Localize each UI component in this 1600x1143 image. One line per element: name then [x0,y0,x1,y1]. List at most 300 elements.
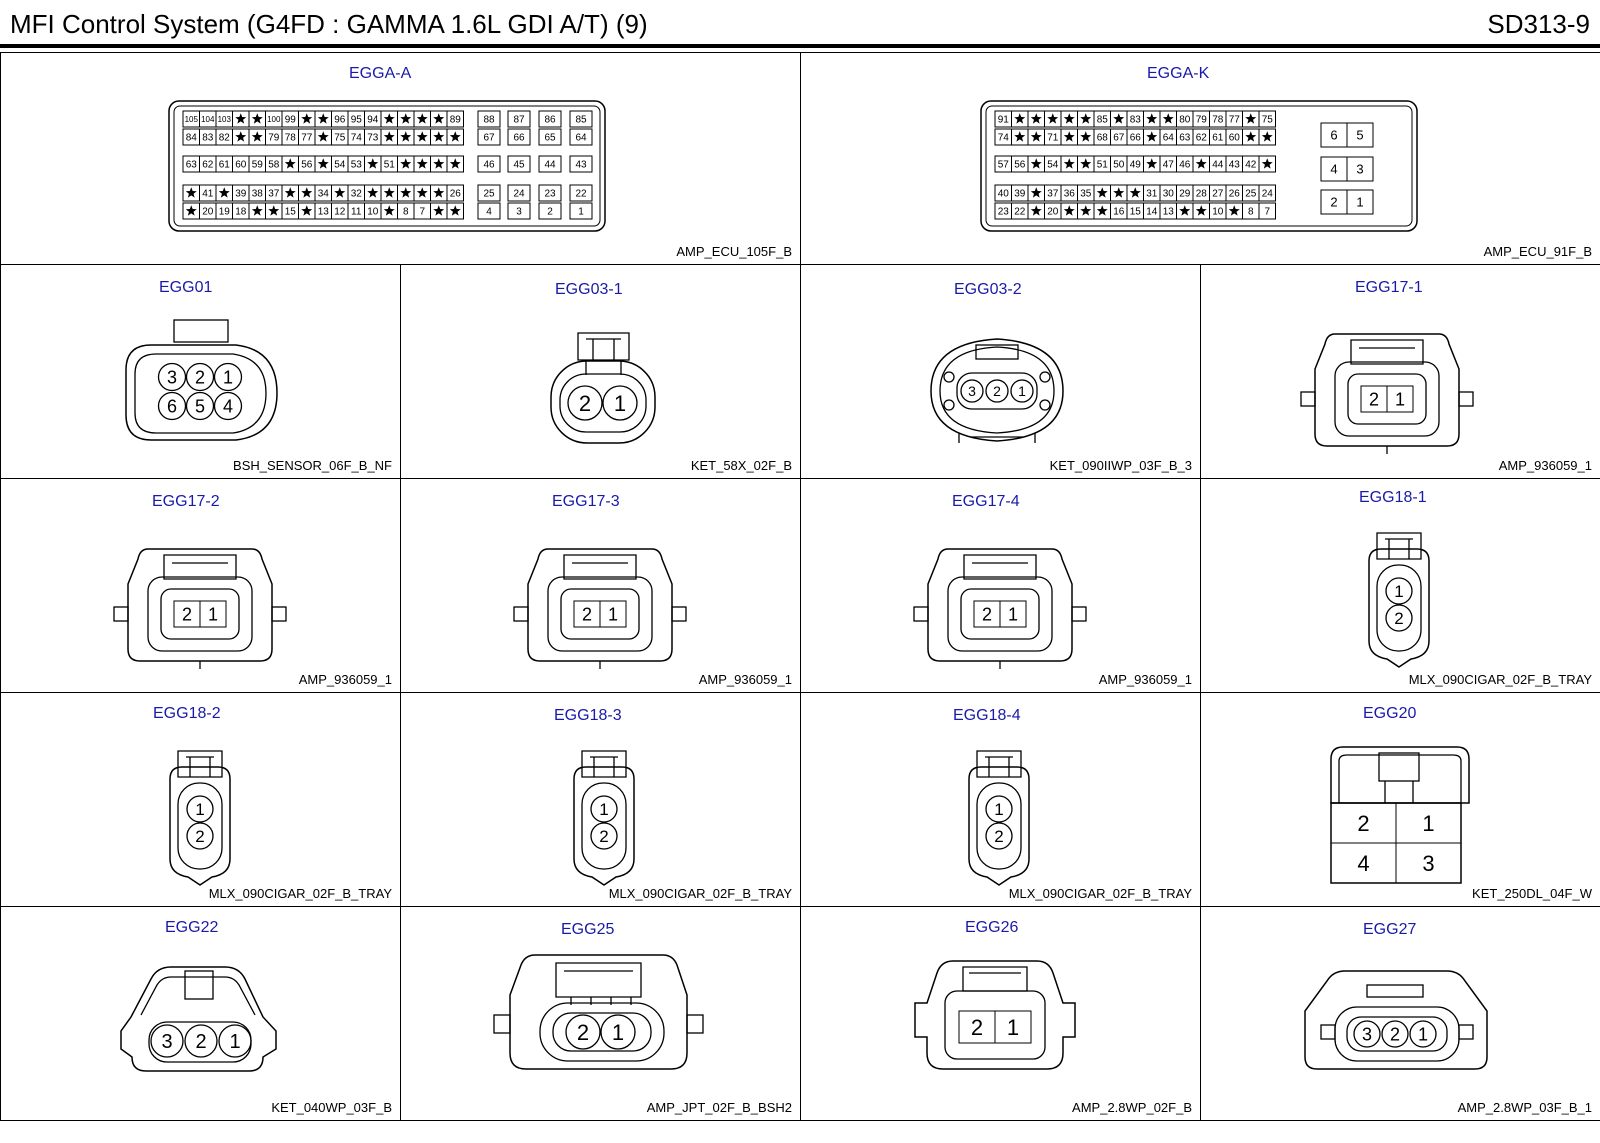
pin-number: 77 [301,132,313,144]
connector-housing [170,767,230,885]
connector-id: EGG20 [1363,705,1417,722]
empty-pin-star [1229,205,1240,215]
connector-id: EGG01 [159,279,213,296]
empty-pin-star [1080,205,1091,215]
connector-cell-egg01 [0,264,401,479]
connector-type: MLX_090CIGAR_02F_B_TRAY [1008,886,1192,901]
empty-pin-star [384,205,395,215]
empty-pin-star [219,187,230,197]
pin-number: 2 [195,1031,207,1054]
empty-pin-star [384,131,395,141]
connector-cell-egg25 [400,906,801,1121]
pin-number: 13 [317,206,329,218]
pin-number: 80 [1179,114,1191,126]
connector-type: AMP_ECU_91F_B [1483,244,1592,259]
pin-number: 2 [1368,389,1380,410]
side-latch [1072,607,1086,621]
pin-number: 1 [1394,582,1404,602]
connector-cell-egg26 [800,906,1201,1121]
pin-number: 3 [161,1031,173,1054]
locking-tab [964,555,1036,579]
pin-number: 35 [1080,188,1092,200]
pin-number: 56 [1014,159,1026,171]
pin-number: 6 [1330,127,1338,143]
pin-number: 56 [301,159,313,171]
empty-pin-star [433,131,444,141]
pin-number: 1 [599,800,609,820]
empty-pin-star [1196,158,1207,168]
pin-number: 89 [449,114,461,126]
pin-number: 54 [334,159,346,171]
connector-diagram [1201,907,1600,1121]
empty-pin-star [450,205,461,215]
connector-diagram [1201,693,1600,907]
pin-number: 7 [1264,206,1271,218]
connector-diagram [801,479,1201,693]
mounting-hole [1040,372,1050,382]
pin-number: 85 [575,114,587,126]
connector-cell-egg18-3 [400,692,801,907]
pin-number: 88 [483,114,495,126]
pin-number: 1 [611,1019,625,1045]
pin-number: 1 [222,367,234,388]
pin-number: 2 [1357,810,1370,836]
side-latch [1459,392,1473,406]
empty-pin-star [400,187,411,197]
side-latch [1321,1025,1335,1039]
empty-pin-star [1146,131,1157,141]
connector-diagram [801,907,1201,1121]
pin-number: 3 [968,383,976,400]
mounting-hole [1040,400,1050,410]
side-latch [272,607,286,621]
locking-tab [164,555,236,579]
pin-number: 1 [1007,604,1019,625]
connector-id: EGG27 [1363,921,1417,938]
pin-number: 37 [268,188,280,200]
locking-tab [1351,340,1423,364]
pin-number: 8 [402,206,409,218]
empty-pin-star [417,158,428,168]
locking-tab [185,971,213,999]
empty-pin-star [450,131,461,141]
pin-number: 84 [185,132,197,144]
empty-pin-star [1031,131,1042,141]
pin-number: 2 [994,827,1004,847]
empty-pin-star [384,113,395,123]
empty-pin-star [417,187,428,197]
pin-number: 44 [1212,159,1224,171]
connector-diagram [1201,479,1600,693]
locking-tab [556,963,641,997]
pin-number: 4 [1357,850,1370,876]
connector-type: BSH_SENSOR_06F_B_NF [233,458,392,473]
pin-number: 32 [350,188,362,200]
pin-number: 62 [202,159,214,171]
pin-number: 7 [419,206,426,218]
pin-number: 3 [1361,1024,1373,1045]
page-title: MFI Control System (G4FD : GAMMA 1.6L GDI A/T) (9) [10,9,648,39]
pin-number: 2 [194,367,206,388]
pin-number: 45 [513,159,525,171]
connector-diagram [1,53,801,265]
pin-number: 1 [994,800,1004,820]
pin-number: 85 [1096,114,1108,126]
pin-number: 22 [1014,206,1026,218]
pin-number: 20 [1047,206,1059,218]
empty-pin-star [301,187,312,197]
connector-id: EGGA-A [349,65,412,82]
empty-pin-star [1064,113,1075,123]
empty-pin-star [301,205,312,215]
pin-number: 46 [1179,159,1191,171]
pin-number: 4 [486,206,492,218]
empty-pin-star [1130,187,1141,197]
side-latch [672,607,686,621]
pin-number: 83 [1129,114,1141,126]
pin-number: 3 [166,367,178,388]
pin-number: 62 [1195,132,1207,144]
pin-number: 50 [1113,159,1125,171]
empty-pin-star [1262,158,1273,168]
pin-number: 28 [1195,188,1207,200]
pin-frame [553,1013,651,1051]
connector-cell-egg17-2 [0,478,401,693]
pin-number: 3 [516,206,522,218]
empty-pin-star [400,113,411,123]
pin-number: 71 [1047,132,1059,144]
mounting-hole [944,372,954,382]
pin-number: 86 [544,114,556,126]
connector-cell-egg22 [0,906,401,1121]
pin-number: 42 [1245,159,1257,171]
locking-tab [1367,985,1423,997]
pin-number: 79 [1195,114,1207,126]
locking-tab [564,555,636,579]
connector-type: KET_040WP_03F_B [271,1100,392,1115]
empty-pin-star [285,187,296,197]
pin-number: 39 [1014,188,1026,200]
empty-pin-star [417,131,428,141]
pin-number: 5 [194,396,206,417]
pin-number: 68 [1096,132,1108,144]
pin-number: 73 [367,132,379,144]
connector-type: AMP_JPT_02F_B_BSH2 [646,1100,792,1115]
connector-id: EGG25 [561,921,615,938]
connector-cell-egg20 [1200,692,1600,907]
connector-cell-egg18-1 [1200,478,1600,693]
pin-number: 39 [235,188,247,200]
connector-id: EGG17-4 [952,493,1020,510]
connector-cell-egg17-1 [1200,264,1600,479]
pin-number: 1 [1006,1014,1020,1040]
connector-diagram [401,693,801,907]
side-latch [1301,392,1315,406]
pin-number: 26 [1228,188,1240,200]
locking-tab-detail [1385,781,1413,803]
pin-number: 60 [1228,132,1240,144]
pin-number: 31 [1146,188,1158,200]
side-latch [494,1015,510,1033]
empty-pin-star [433,187,444,197]
pin-number: 11 [351,206,362,218]
locking-tab [963,967,1027,991]
pin-number: 43 [575,159,587,171]
empty-pin-star [252,113,263,123]
pin-number: 24 [513,188,525,200]
connector-type: AMP_936059_1 [1498,458,1592,473]
locking-tab-detail [571,997,631,1005]
pin-number: 51 [1096,159,1108,171]
empty-pin-star [334,187,345,197]
empty-pin-star [1031,113,1042,123]
connector-id: EGG03-2 [954,281,1022,298]
pin-number: 103 [217,114,231,124]
pin-number: 1 [1018,383,1026,400]
connector-cell-egga-k [800,52,1600,265]
connector-cell-egg03-1 [400,264,801,479]
empty-pin-star [285,158,296,168]
pin-number: 2 [547,206,553,218]
locking-tab [178,751,222,777]
connector-id: EGG22 [165,919,219,936]
pin-number: 66 [1129,132,1141,144]
page-header [0,0,1600,48]
pin-number: 24 [1261,188,1273,200]
empty-pin-star [1196,205,1207,215]
connector-cell-egg18-2 [0,692,401,907]
connector-type: AMP_ECU_105F_B [676,244,792,259]
pin-number: 14 [1146,206,1158,218]
pin-number: 66 [513,132,525,144]
pin-number: 96 [334,114,346,126]
pin-number: 78 [284,132,296,144]
pin-number: 37 [1047,188,1059,200]
connector-cell-egg03-2 [800,264,1201,479]
pin-number: 2 [181,604,193,625]
connector-id: EGG18-4 [953,707,1021,724]
connector-housing-inner [135,354,266,433]
connector-type: KET_250DL_04F_W [1472,886,1592,901]
locking-tab [174,320,228,342]
locking-tab-detail [586,339,621,375]
empty-pin-star [400,158,411,168]
connector-type: AMP_2.8WP_03F_B_1 [1457,1100,1592,1115]
pin-number: 2 [576,1019,590,1045]
pin-number: 1 [195,800,205,820]
empty-pin-star [400,131,411,141]
pin-number: 61 [218,159,230,171]
pin-number: 1 [613,390,627,416]
connector-cell-egg18-4 [800,692,1201,907]
empty-pin-star [1064,158,1075,168]
side-latch [1459,1025,1473,1039]
pin-number: 1 [578,206,584,218]
empty-pin-star [1113,187,1124,197]
empty-pin-star [1245,113,1256,123]
connector-diagram [1,265,401,479]
pin-number: 1 [1394,389,1406,410]
pin-number: 75 [334,132,346,144]
pin-number: 91 [997,114,1009,126]
pin-number: 82 [218,132,230,144]
pin-number: 23 [997,206,1009,218]
side-latch [514,607,528,621]
pin-number: 18 [235,206,247,218]
pin-number: 75 [1261,114,1273,126]
empty-pin-star [268,205,279,215]
pin-number: 34 [317,188,329,200]
empty-pin-star [301,113,312,123]
connector-id: EGG26 [965,919,1019,936]
empty-pin-star [384,187,395,197]
pin-number: 74 [997,132,1009,144]
empty-pin-star [1064,205,1075,215]
pin-number: 1 [1417,1024,1429,1045]
pin-number: 51 [383,159,395,171]
locking-tab [1379,753,1419,781]
pin-number: 64 [1162,132,1174,144]
pin-number: 3 [1356,161,1364,177]
connector-diagram [1,693,401,907]
pin-number: 8 [1247,206,1254,218]
empty-pin-star [1080,158,1091,168]
pin-number: 41 [202,188,214,200]
mounting-hole [944,400,954,410]
pin-number: 43 [1228,159,1240,171]
connector-cell-egga-a [0,52,801,265]
pin-number: 99 [284,114,296,126]
locking-tab [977,751,1021,777]
pin-number: 5 [1356,127,1364,143]
empty-pin-star [433,205,444,215]
pin-number: 1 [229,1031,241,1054]
connector-diagram [801,53,1600,265]
pin-number: 23 [544,188,556,200]
empty-pin-star [1262,131,1273,141]
connector-type: AMP_936059_1 [298,672,392,687]
pin-number: 1 [1356,194,1364,210]
pin-number: 63 [185,159,197,171]
pin-number: 94 [367,114,379,126]
pin-number: 46 [483,159,495,171]
locking-tab [1377,533,1421,559]
empty-pin-star [1014,131,1025,141]
pin-number: 30 [1162,188,1174,200]
connector-type: KET_090IIWP_03F_B_3 [1049,458,1192,473]
pin-number: 2 [1389,1024,1401,1045]
pin-number: 2 [1330,194,1338,210]
pin-number: 16 [1113,206,1125,218]
connector-housing [1305,971,1487,1069]
pin-number: 49 [1129,159,1141,171]
connector-housing [1369,549,1429,667]
empty-pin-star [1031,158,1042,168]
pin-number: 95 [350,114,362,126]
empty-pin-star [186,205,197,215]
empty-pin-star [252,205,263,215]
pin-number: 63 [1179,132,1191,144]
empty-pin-star [417,113,428,123]
pin-number: 67 [1113,132,1125,144]
pin-number: 15 [284,206,296,218]
connector-housing [574,767,634,885]
pin-number: 38 [251,188,263,200]
pin-number: 10 [367,206,379,218]
sheet-code: SD313-9 [1487,9,1590,39]
pin-number: 65 [544,132,556,144]
pin-number: 64 [575,132,587,144]
empty-pin-star [1014,113,1025,123]
connector-diagram [1,907,401,1121]
empty-pin-star [1113,113,1124,123]
connector-housing-inner [1339,755,1461,803]
pin-number: 13 [1162,206,1174,218]
empty-pin-star [1163,113,1174,123]
empty-pin-star [1080,113,1091,123]
connector-id: EGG18-1 [1359,489,1427,506]
pin-number: 6 [166,396,178,417]
empty-pin-star [1179,205,1190,215]
connector-housing [510,955,687,1069]
pin-number: 104 [201,114,215,124]
connector-id: EGG17-1 [1355,279,1423,296]
connector-type: MLX_090CIGAR_02F_B_TRAY [208,886,392,901]
connector-id: EGG17-2 [152,493,220,510]
pin-number: 1 [607,604,619,625]
pin-number: 53 [350,159,362,171]
empty-pin-star [1245,131,1256,141]
empty-pin-star [1031,205,1042,215]
side-latch [687,1015,703,1033]
empty-pin-star [367,187,378,197]
connector-cell-egg27 [1200,906,1600,1121]
pin-number: 26 [449,188,461,200]
connector-id: EGG18-2 [153,705,221,722]
empty-pin-star [1031,187,1042,197]
pin-number: 2 [195,827,205,847]
pin-number: 2 [599,827,609,847]
pin-number: 2 [993,383,1001,400]
empty-pin-star [1146,158,1157,168]
pin-number: 87 [513,114,525,126]
pin-number: 27 [1212,188,1224,200]
empty-pin-star [1146,113,1157,123]
empty-pin-star [1097,205,1108,215]
pin-number: 1 [207,604,219,625]
connector-housing [121,967,276,1071]
connector-id: EGG18-3 [554,707,622,724]
empty-pin-star [367,158,378,168]
pin-number: 22 [575,188,587,200]
connector-type: MLX_090CIGAR_02F_B_TRAY [608,886,792,901]
pin-number: 15 [1129,206,1141,218]
pin-number: 79 [268,132,280,144]
empty-pin-star [1047,113,1058,123]
pin-number: 29 [1179,188,1191,200]
pin-number: 57 [997,159,1009,171]
pin-number: 100 [267,114,281,124]
pin-number: 12 [334,206,346,218]
pin-number: 74 [350,132,362,144]
pin-number: 47 [1162,159,1174,171]
pin-number: 105 [184,114,198,124]
pin-number: 4 [222,396,234,417]
pin-number: 60 [235,159,247,171]
empty-pin-star [252,131,263,141]
pin-number: 10 [1212,206,1224,218]
empty-pin-star [318,131,329,141]
